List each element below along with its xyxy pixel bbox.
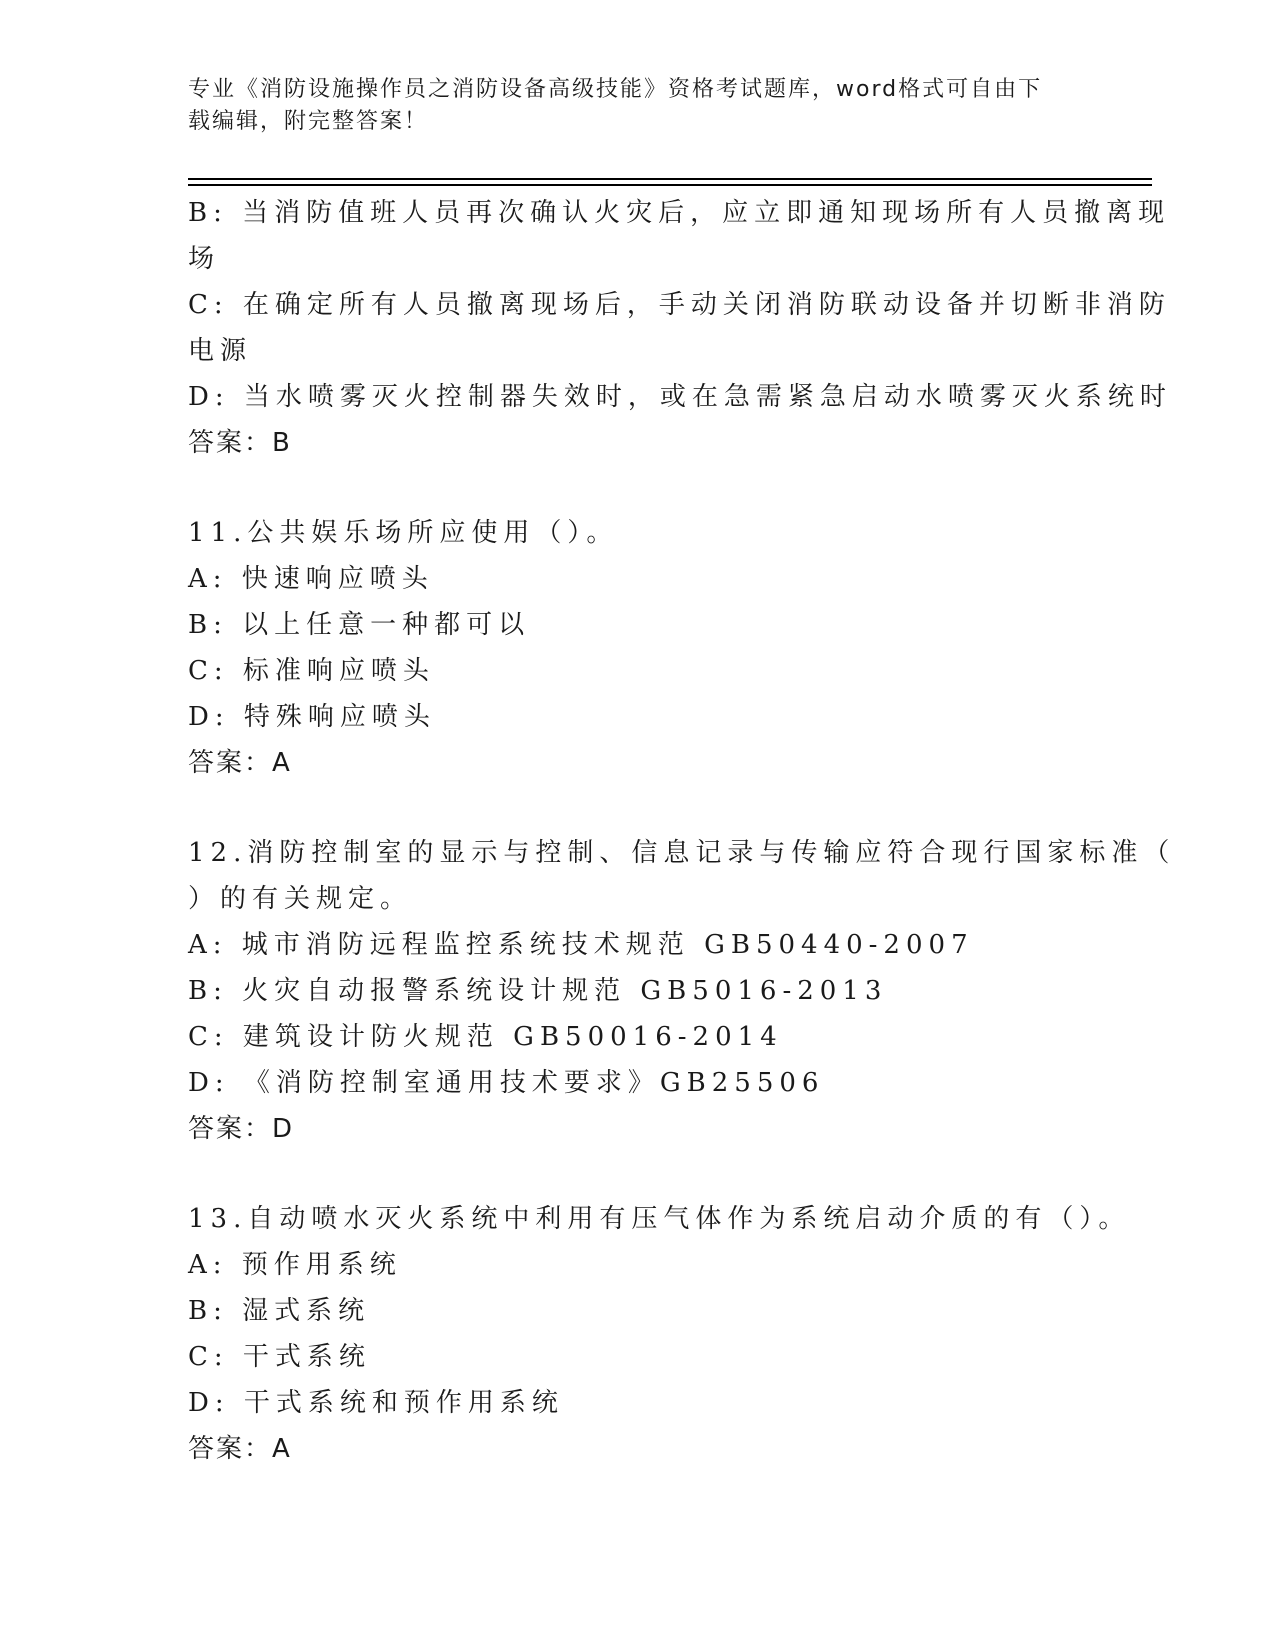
question-12 [188,830,1176,1152]
option-c: C: 标准响应喷头 [188,656,435,686]
question-list [188,190,1176,1472]
header-divider-top [188,178,1152,180]
option-d: D: 当水喷雾灭火控制器失效时，或在急需紧急启动水喷雾灭火系统时 [188,382,1172,412]
option-a: A: 城市消防远程监控系统技术规范 GB50440-2007 [188,930,974,960]
option-b: B: 火灾自动报警系统设计规范 GB5016-2013 [188,976,888,1006]
question-stem-line-2: ）的有关规定。 [188,884,413,914]
header-divider-bottom [188,184,1152,186]
option-b-line-2: 场 [188,244,221,274]
option-b: B: 以上任意一种都可以 [188,610,531,640]
question-stem: 11.公共娱乐场所应使用（）。 [188,518,619,548]
option-a: A: 快速响应喷头 [188,564,434,594]
document-header [188,74,1068,138]
question-stem: 13.自动喷水灭火系统中利用有压气体作为系统启动介质的有（）。 [188,1204,1131,1234]
spacer [188,466,1088,510]
option-b: B: 湿式系统 [188,1296,371,1326]
spacer [188,786,1088,830]
spacer [188,1152,1088,1196]
option-c: C: 建筑设计防火规范 GB50016-2014 [188,1022,783,1052]
option-d: D: 干式系统和预作用系统 [188,1388,564,1418]
option-c: C: 干式系统 [188,1342,371,1372]
option-c-line-1: C: 在确定所有人员撤离现场后，手动关闭消防联动设备并切断非消防 [188,290,1171,320]
question-10-tail [188,190,1172,466]
header-line-1: 专业《消防设施操作员之消防设备高级技能》资格考试题库，word格式可自由下 [188,77,1043,102]
option-d: D: 《消防控制室通用技术要求》GB25506 [188,1068,825,1098]
option-d: D: 特殊响应喷头 [188,702,436,732]
answer: 答案：D [188,1114,295,1144]
option-b-line-1: B: 当消防值班人员再次确认火灾后，应立即通知现场所有人员撤离现 [188,198,1171,228]
question-stem-line-1: 12.消防控制室的显示与控制、信息记录与传输应符合现行国家标准（ [188,838,1176,868]
question-13 [188,1196,1131,1472]
question-11 [188,510,1088,786]
option-c-line-2: 电源 [188,336,253,366]
header-line-2: 载编辑，附完整答案！ [188,109,429,134]
answer: 答案：B [188,428,292,458]
answer: 答案：A [188,748,292,778]
answer: 答案：A [188,1434,292,1464]
option-a: A: 预作用系统 [188,1250,402,1280]
